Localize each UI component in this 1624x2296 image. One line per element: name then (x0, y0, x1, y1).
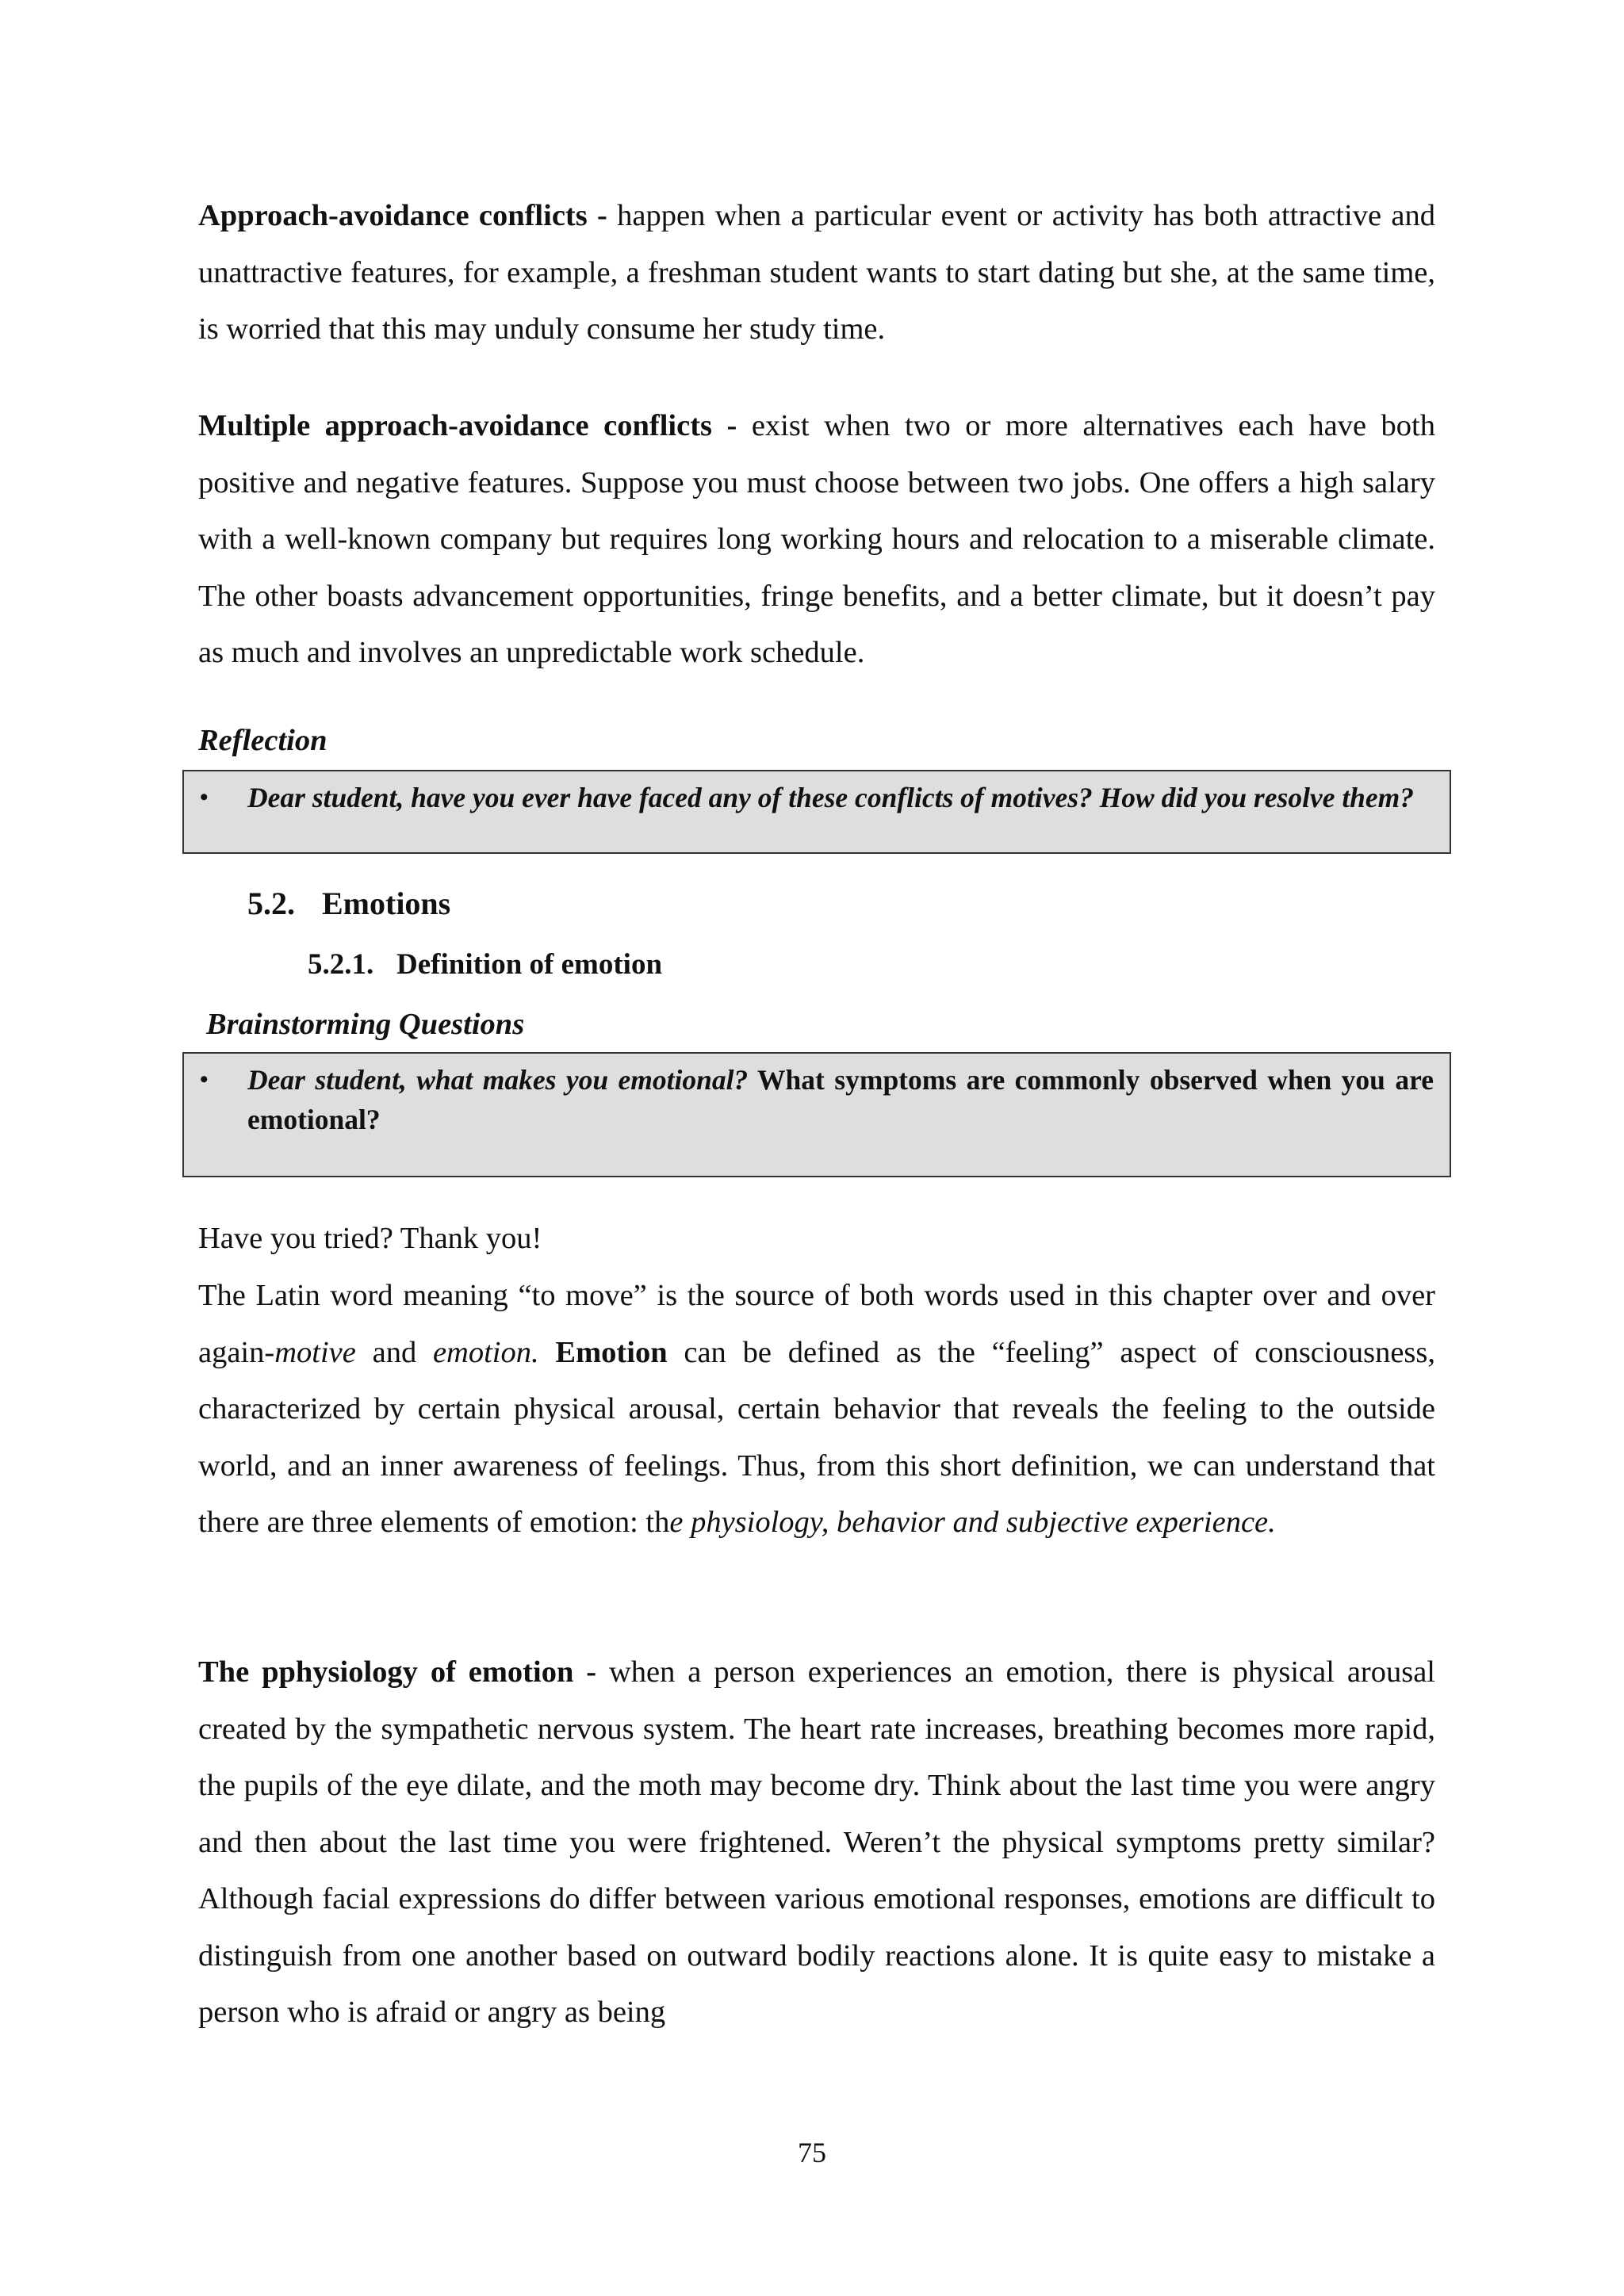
brainstorming-box (182, 1052, 1451, 1177)
physiology-paragraph (198, 1644, 1435, 2042)
latin-text-4: can be defined as the “feeling” aspect of consciousness, characterized by certain physical arousal, certain behavior that reveals the feeling to the outside world, and an inner awareness of feelings. Thus, from this short definition, we can understand that there are three elements of emotion: th (198, 1335, 1435, 1539)
multiple-approach-avoidance-term: Multiple approach-avoidance conflicts - (198, 409, 737, 442)
approach-avoidance-text: happen when a particular event or activity has both attractive and unattractive features, for example, a freshman student wants to start dating but she, at the same time, is worried that this may unduly consume her study time. (198, 199, 1435, 346)
brainstorming-question-italic: Dear student, what makes you emotional? (247, 1064, 749, 1096)
emotion-elements: e physiology, behavior and subjective experience. (669, 1506, 1276, 1539)
latin-word-paragraph (198, 1268, 1435, 1552)
brainstorming-question (247, 1060, 1434, 1139)
bullet-icon: • (200, 784, 209, 810)
reflection-box (182, 770, 1451, 854)
subsection-title: Definition of emotion (396, 948, 663, 981)
latin-text-3 (539, 1336, 556, 1369)
page-number: 75 (798, 2137, 826, 2168)
brainstorming-heading: Brainstorming Questions (206, 1008, 525, 1041)
physiology-term: The pphysiology of emotion - (198, 1655, 597, 1689)
multiple-approach-avoidance-paragraph (198, 398, 1435, 682)
section-number: 5.2. (247, 886, 295, 921)
subsection-number: 5.2.1. (308, 948, 374, 981)
multiple-approach-avoidance-text: exist when two or more alternatives each have both positive and negative features. Suppose you must choose between two jobs. One offers a high salary with a well-known company but requires long working hours and relocation to a miserable climate. The other boasts advancement opportunities, fringe benefits, and a better climate, but it doesn’t pay as much and involves an unpredictable work schedule. (198, 409, 1435, 669)
emotion-term: Emotion (555, 1335, 668, 1369)
emotion-italic-term: emotion. (432, 1335, 539, 1369)
motive-term: motive (274, 1335, 356, 1369)
bullet-icon: • (200, 1066, 209, 1093)
approach-avoidance-paragraph (198, 188, 1435, 358)
section-heading (247, 885, 450, 922)
subsection-heading (308, 947, 662, 982)
tried-paragraph: Have you tried? Thank you! (198, 1222, 542, 1255)
latin-text-2: and (355, 1335, 433, 1369)
latin-text-1: The Latin word meaning “to move” is the source of both words used in this chapter over and over again- (198, 1279, 1435, 1369)
physiology-text: when a person experiences an emotion, there is physical arousal created by the sympathetic nervous system. The heart rate increases, breathing becomes more rapid, the pupils of the eye dilate, and the moth may become dry. Think about the last time you were angry and then about the last time you were frightened. Weren’t the physical symptoms pretty similar? Although facial expressions do differ between various emotional responses, emotions are difficult to distinguish from one another based on outward bodily reactions alone. It is quite easy to mistake a person who is afraid or angry as being (198, 1655, 1435, 2029)
brainstorming-question-rest: What symptoms are commonly observed when you are emotional? (247, 1064, 1434, 1135)
reflection-question: Dear student, have you ever have faced any of these conflicts of motives? How did you resolve them? (247, 782, 1415, 813)
approach-avoidance-term: Approach-avoidance conflicts - (198, 199, 607, 232)
section-title: Emotions (322, 886, 451, 921)
reflection-heading: Reflection (198, 724, 327, 757)
